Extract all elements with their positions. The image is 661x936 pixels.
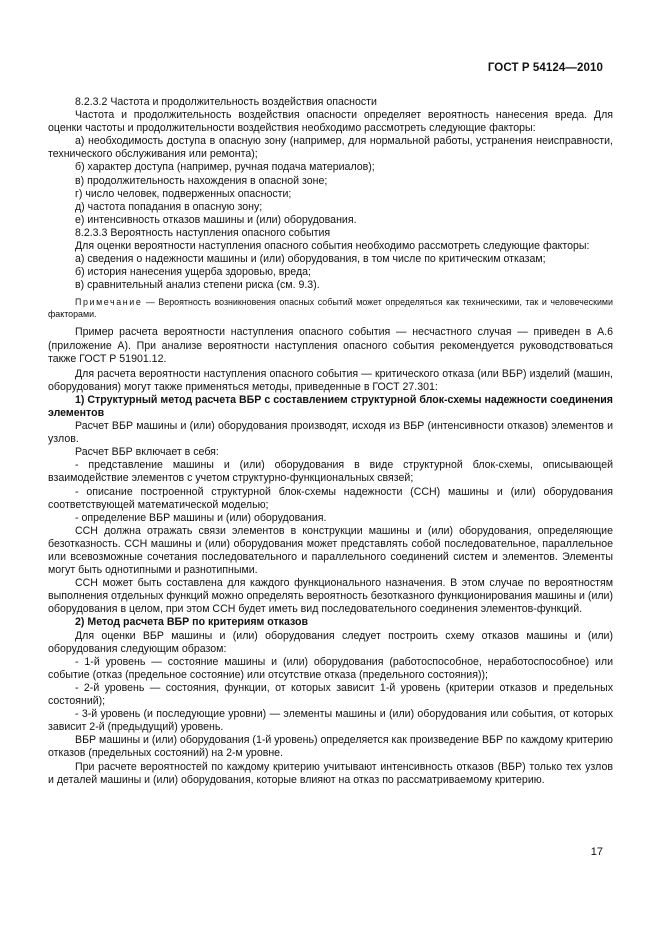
method-heading-2: 2) Метод расчета ВБР по критериям отказов bbox=[75, 616, 308, 629]
paragraph: Пример расчета вероятности наступления опасного события — несчастного случая — приведен в А.6 (приложение А). При анализе вероятности наступления опасного события рекомендуется руководствоваться также ГОСТ Р 51901.12. bbox=[48, 326, 613, 365]
paragraph: Для оценки ВБР машины и (или) оборудования следует построить схему отказов машины и (или) оборудования следующим образом: bbox=[48, 629, 613, 655]
section-heading-8-2-3-2: 8.2.3.2 Частота и продолжительность воздействия опасности bbox=[75, 96, 377, 108]
list-item: - описание построенной структурной блок-схемы надежности (ССН) машины и (или) оборудования соответствующей математической моделью; bbox=[48, 485, 613, 511]
document-header-id: ГОСТ Р 54124—2010 bbox=[487, 62, 603, 74]
paragraph: Для оценки вероятности наступления опасного события необходимо рассмотреть следующие факторы: bbox=[75, 240, 590, 253]
note-text: — Вероятность возникновения опасных событий может определяться как техническими, так и человеческими факторами. bbox=[48, 297, 613, 320]
list-item: - 1-й уровень — состояние машины и (или) оборудования (работоспособное, неработоспособное) или событие (отказ (предельное состояние) или отсутствие отказа (предельного состояния)); bbox=[48, 655, 613, 681]
list-item: в) продолжительность нахождения в опасной зоне; bbox=[75, 174, 328, 187]
list-item: а) необходимость доступа в опасную зону (например, для нормальной работы, устранения неисправности, технического обслуживания или ремонта); bbox=[48, 135, 613, 161]
list-item: - представление машины и (или) оборудования в виде структурной блок-схемы, описывающей взаимодействие элементов с учетом структурно-функциональных связей; bbox=[48, 459, 613, 485]
list-item: - 3-й уровень (и последующие уровни) — элементы машины и (или) оборудования или события, от которых зависит 2-й (предыдущий) уровень. bbox=[48, 708, 613, 734]
paragraph: Расчет ВБР машины и (или) оборудования производят, исходя из ВБР (интенсивности отказов) элементов и узлов. bbox=[48, 420, 613, 446]
method-heading-1: 1) Структурный метод расчета ВБР с составлением структурной блок-схемы надежности соединения элементов bbox=[48, 393, 613, 419]
page-number: 17 bbox=[590, 846, 603, 858]
list-item: е) интенсивность отказов машины и (или) оборудования. bbox=[75, 213, 357, 226]
paragraph: Для расчета вероятности наступления опасного события — критического отказа (или ВБР) изделий (машин, оборудования) могут также применяться методы, приведенные в ГОСТ 27.301: bbox=[48, 367, 613, 393]
note-label: Примечание bbox=[75, 297, 143, 308]
list-item: а) сведения о надежности машины и (или) оборудования, в том числе по критическим отказам; bbox=[75, 253, 546, 266]
list-item: - 2-й уровень — состояния, функции, от которых зависит 1-й уровень (критерии отказов и предельных состояний); bbox=[48, 681, 613, 708]
list-item: в) сравнительный анализ степени риска (см. 9.3). bbox=[75, 279, 320, 292]
section-heading-8-2-3-3: 8.2.3.3 Вероятность наступления опасного события bbox=[75, 226, 331, 239]
list-item: г) число человек, подверженных опасности; bbox=[75, 187, 292, 200]
paragraph: При расчете вероятностей по каждому критерию учитывают интенсивность отказов (ВБР) только тех узлов и деталей машины и (или) оборудования, которые влияют на отказ по рассматриваемому критерию. bbox=[48, 760, 613, 786]
paragraph: ВБР машины и (или) оборудования (1-й уровень) определяется как произведение ВБР по каждому критерию отказов (предельных состояний) на 2-м уровне. bbox=[48, 734, 613, 760]
list-item: б) история нанесения ущерба здоровью, вреда; bbox=[75, 266, 311, 279]
document-body bbox=[48, 96, 613, 787]
paragraph: ССН должна отражать связи элементов в конструкции машины и (или) оборудования, определяющие безотказность. ССН машины и (или) оборудования может представлять собой последовательное, параллельное или всевозможные сочетания последовательного и параллельного соединений систем и элементов. Элементы могут быть однотипными и разнотипными. bbox=[48, 524, 613, 577]
paragraph: Расчет ВБР включает в себя: bbox=[75, 446, 219, 459]
note bbox=[48, 296, 613, 320]
paragraph: Частота и продолжительность воздействия опасности определяет вероятность нанесения вреда. Для оценки частоты и продолжительности воздействия необходимо рассмотреть следующие факторы: bbox=[48, 109, 613, 135]
paragraph: ССН может быть составлена для каждого функционального назначения. В этом случае по вероятностям выполнения отдельных функций можно определять вероятность безотказного функционирования машины и (или) оборудования в целом, при этом ССН будет иметь вид последовательного соединения элементов-функций. bbox=[48, 577, 613, 616]
list-item: - определение ВБР машины и (или) оборудования. bbox=[75, 511, 327, 524]
list-item: д) частота попадания в опасную зону; bbox=[75, 200, 263, 213]
list-item: б) характер доступа (например, ручная подача материалов); bbox=[75, 161, 375, 174]
